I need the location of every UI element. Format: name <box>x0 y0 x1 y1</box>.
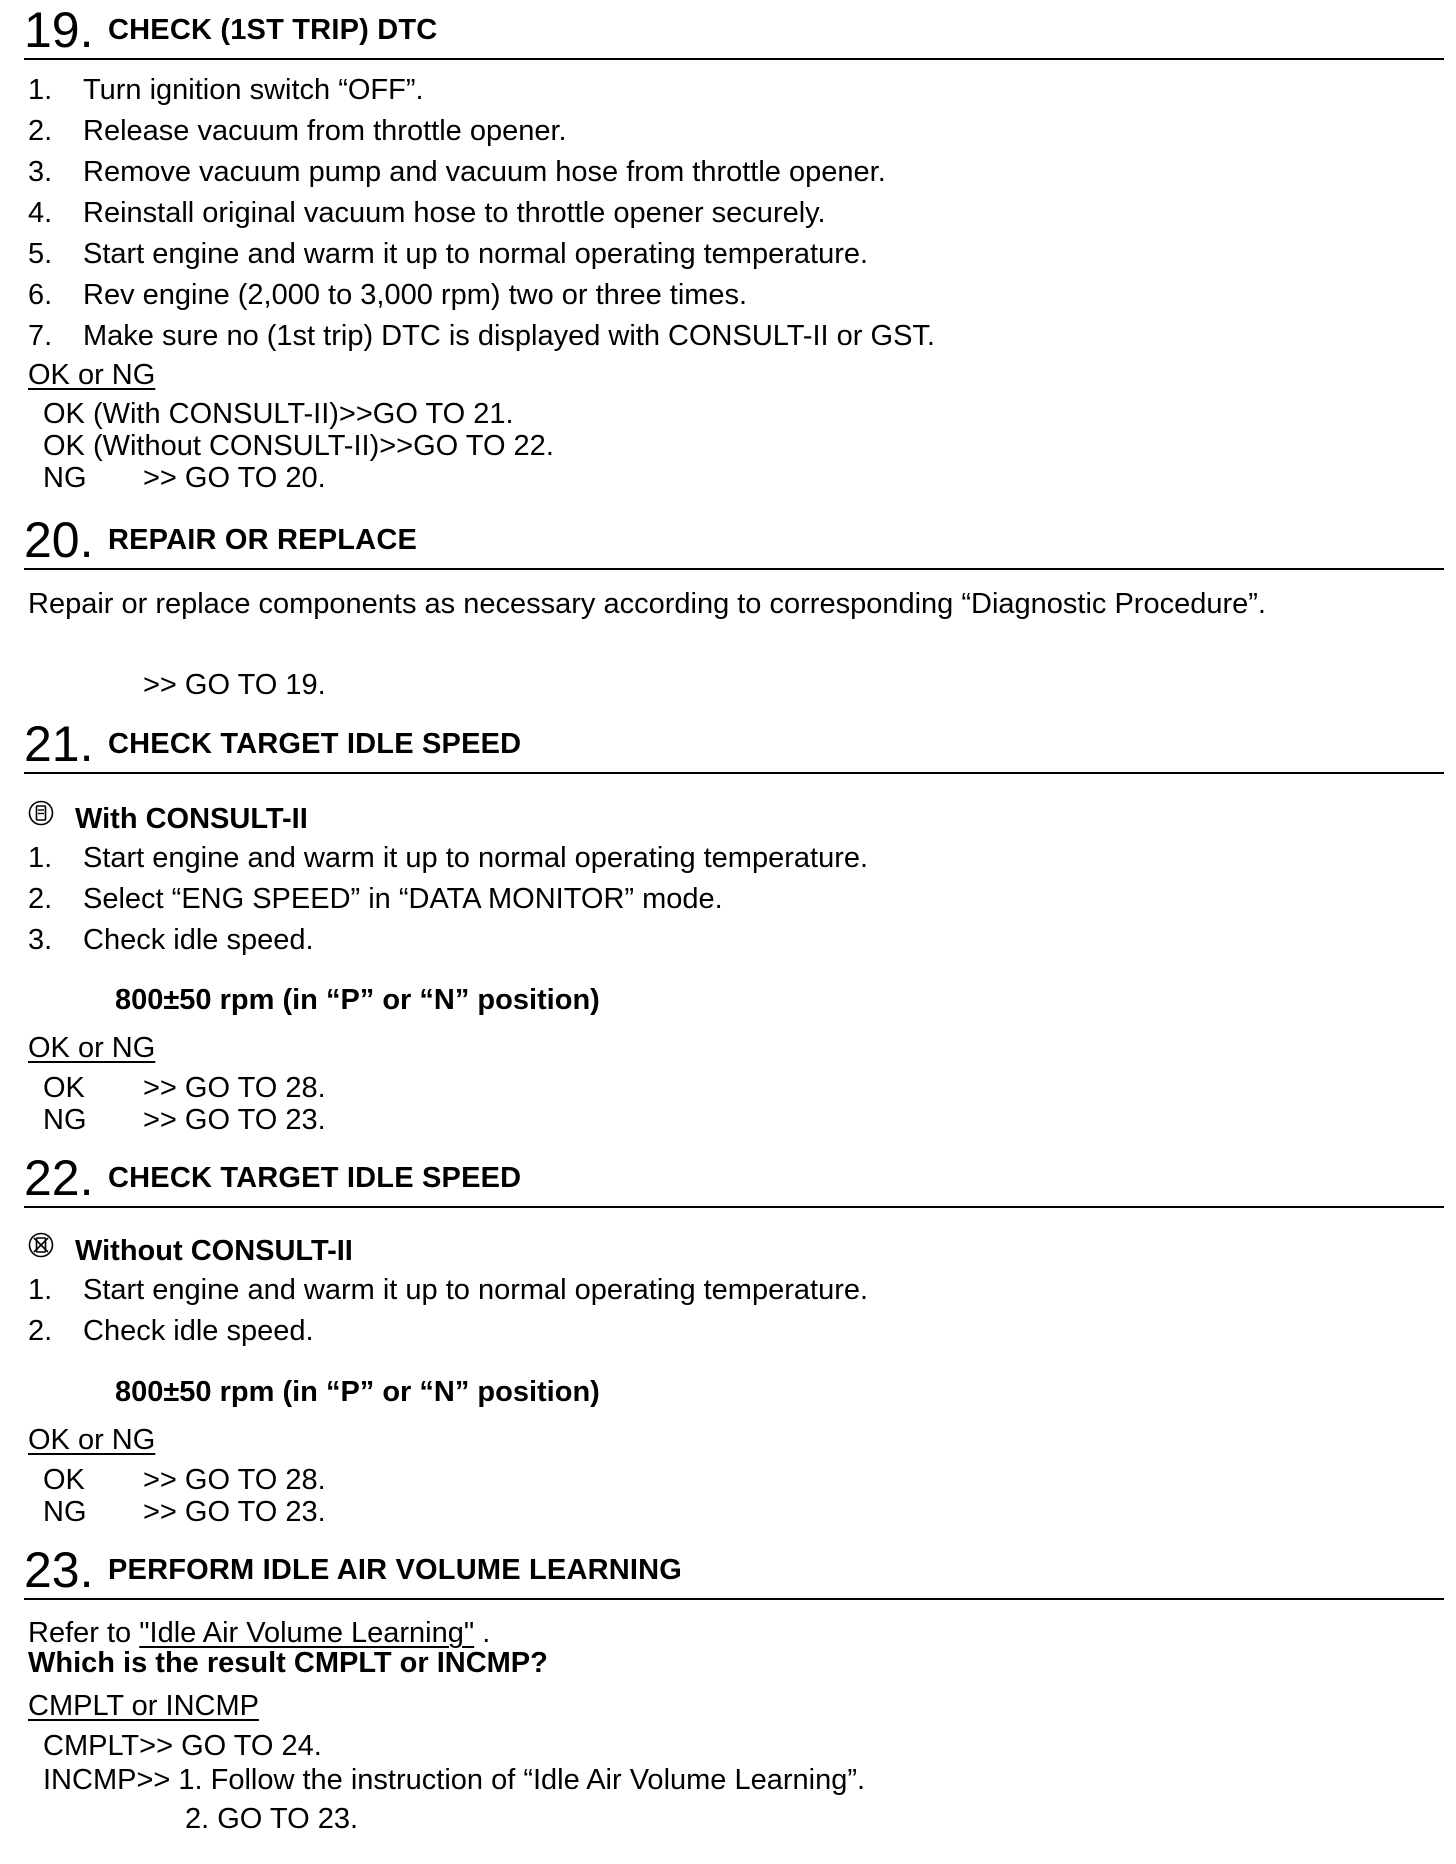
spec-value: 800±50 rpm (in “P” or “N” position) <box>115 984 600 1016</box>
step-text: Check idle speed. <box>83 1315 314 1347</box>
result-action: >> GO TO 23. <box>143 1104 326 1136</box>
section-title: CHECK TARGET IDLE SPEED <box>108 1162 522 1194</box>
step-number: 5. <box>28 238 53 270</box>
result-action: >> GO TO 24. <box>139 1730 322 1762</box>
step-text: Start engine and warm it up to normal operating temperature. <box>83 1274 869 1306</box>
incmp-step-2: 2. GO TO 23. <box>185 1803 359 1835</box>
result-key: INCMP <box>43 1764 137 1796</box>
result-row <box>43 1072 326 1104</box>
result-key: OK <box>43 1464 85 1496</box>
result-row <box>43 1464 326 1496</box>
result-action: >> GO TO 23. <box>143 1496 326 1528</box>
step-text: Start engine and warm it up to normal operating temperature. <box>83 842 869 874</box>
section-19-header <box>24 0 1444 60</box>
section-20-text: Repair or replace components as necessary according to corresponding “Diagnostic Procedure”. <box>28 588 1266 620</box>
result-key: NG <box>43 462 87 494</box>
divider <box>24 58 1444 60</box>
divider <box>24 1598 1444 1600</box>
mode-label: With CONSULT-II <box>75 803 308 835</box>
section-20-action: >> GO TO 19. <box>143 669 326 701</box>
step-text: Start engine and warm it up to normal operating temperature. <box>83 238 869 270</box>
result-row <box>43 398 514 430</box>
result-key: NG <box>43 1104 87 1136</box>
result-key: OK <box>43 1072 85 1104</box>
step-text: Make sure no (1st trip) DTC is displayed with CONSULT-II or GST. <box>83 320 935 352</box>
divider <box>24 772 1444 774</box>
result-action: >> 1. Follow the instruction of “Idle Air Volume Learning”. <box>136 1764 866 1796</box>
step-text: Turn ignition switch “OFF”. <box>83 74 424 106</box>
step-number: 2. <box>28 1315 53 1347</box>
result-label: OK or NG <box>28 359 156 391</box>
step-number: 4. <box>28 197 53 229</box>
result-row <box>43 430 554 462</box>
result-key: NG <box>43 1496 87 1528</box>
result-row <box>43 1764 865 1796</box>
refer-prefix: Refer to <box>28 1617 140 1649</box>
idle-air-volume-learning-link[interactable]: "Idle Air Volume Learning" <box>139 1617 475 1649</box>
section-title: REPAIR OR REPLACE <box>108 524 418 556</box>
step-text: Rev engine (2,000 to 3,000 rpm) two or three times. <box>83 279 748 311</box>
step-number: 1. <box>28 74 53 106</box>
step-number: 6. <box>28 279 53 311</box>
result-action: >>GO TO 22. <box>379 430 554 462</box>
result-row <box>43 462 326 494</box>
section-title: PERFORM IDLE AIR VOLUME LEARNING <box>108 1554 683 1586</box>
result-question: Which is the result CMPLT or INCMP? <box>28 1647 548 1679</box>
section-number: 22. <box>24 1150 94 1206</box>
mode-label: Without CONSULT-II <box>75 1235 353 1267</box>
step-number: 7. <box>28 320 53 352</box>
section-number: 21. <box>24 716 94 772</box>
refer-suffix: . <box>474 1617 491 1649</box>
divider <box>24 568 1444 570</box>
section-number: 19. <box>24 2 94 58</box>
step-text: Remove vacuum pump and vacuum hose from throttle opener. <box>83 156 886 188</box>
spec-value: 800±50 rpm (in “P” or “N” position) <box>115 1376 600 1408</box>
result-action: >> GO TO 20. <box>143 462 326 494</box>
without-consult-ii-icon <box>28 1232 54 1258</box>
step-text: Reinstall original vacuum hose to throttle opener securely. <box>83 197 826 229</box>
step-text: Check idle speed. <box>83 924 314 956</box>
result-label: OK or NG <box>28 1032 156 1064</box>
section-20-header <box>24 510 1444 570</box>
step-number: 2. <box>28 883 53 915</box>
step-number: 3. <box>28 924 53 956</box>
consult-ii-icon <box>28 800 54 826</box>
result-row <box>43 1496 326 1528</box>
result-key: CMPLT <box>43 1730 140 1762</box>
section-22-header <box>24 1148 1444 1208</box>
section-number: 23. <box>24 1542 94 1598</box>
section-23-header <box>24 1540 1444 1600</box>
result-action: >> GO TO 28. <box>143 1464 326 1496</box>
section-title: CHECK TARGET IDLE SPEED <box>108 728 522 760</box>
result-action: >>GO TO 21. <box>338 398 514 430</box>
section-21-header <box>24 714 1444 774</box>
step-text: Select “ENG SPEED” in “DATA MONITOR” mode. <box>83 883 723 915</box>
step-number: 1. <box>28 842 53 874</box>
result-label: CMPLT or INCMP <box>28 1690 259 1722</box>
step-number: 2. <box>28 115 53 147</box>
step-number: 3. <box>28 156 53 188</box>
result-row <box>43 1104 326 1136</box>
section-title: CHECK (1ST TRIP) DTC <box>108 14 438 46</box>
step-number: 1. <box>28 1274 53 1306</box>
result-key: OK (With CONSULT-II) <box>43 398 339 430</box>
result-action: >> GO TO 28. <box>143 1072 326 1104</box>
result-label: OK or NG <box>28 1424 156 1456</box>
step-text: Release vacuum from throttle opener. <box>83 115 567 147</box>
divider <box>24 1206 1444 1208</box>
result-row <box>43 1730 322 1762</box>
section-number: 20. <box>24 512 94 568</box>
result-key: OK (Without CONSULT-II) <box>43 430 380 462</box>
